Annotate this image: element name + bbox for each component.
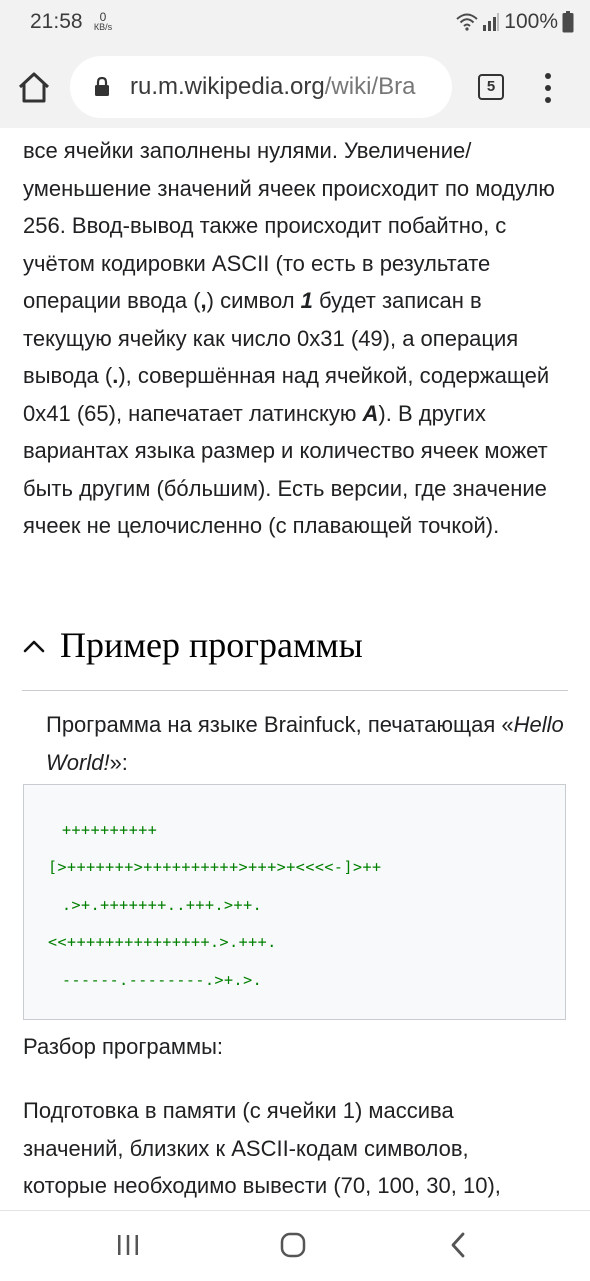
section-header[interactable]	[22, 620, 568, 691]
code-line: ++++++++++	[62, 821, 158, 839]
inline-code-input: ,	[200, 288, 207, 313]
tab-switcher-button[interactable]: 5	[478, 74, 504, 100]
signal-icon	[482, 12, 500, 32]
nav-home-icon[interactable]	[280, 1232, 306, 1258]
intro-text-end: »:	[109, 749, 128, 775]
lock-icon	[94, 76, 110, 97]
code-line: .>+.+++++++..+++.>++.	[62, 896, 263, 914]
battery-icon	[562, 11, 574, 33]
paragraph-text: все ячейки заполнены нулями. Увеличение/уменьшение значений ячеек происходит по модулю 256. Ввод-вывод также происходит побайтно, с учётом кодировки ASCII (то есть в результате операции ввода (	[23, 138, 555, 313]
intro-italic: Hello World!	[46, 712, 564, 775]
status-right	[456, 10, 574, 34]
back-icon[interactable]	[448, 1231, 468, 1259]
paragraph-text: ), совершённая над ячейкой, содержащей 0x41 (65), напечатает латинскую	[23, 363, 550, 426]
wifi-icon	[456, 12, 478, 32]
inline-char-a: A	[362, 400, 379, 426]
article-paragraph	[23, 132, 568, 545]
url-path: /wiki/Bra	[324, 73, 416, 100]
more-vert-icon[interactable]	[538, 70, 558, 106]
net-speed-value: 0	[99, 10, 107, 24]
url-text	[130, 73, 440, 101]
net-speed-indicator	[92, 12, 114, 32]
code-block	[23, 784, 566, 1020]
url-host: ru.m.wikipedia.org	[130, 73, 325, 100]
status-bar	[0, 0, 590, 46]
battery-percent: 100%	[504, 10, 558, 33]
system-nav-bar	[0, 1210, 590, 1281]
home-icon[interactable]	[14, 68, 54, 108]
recent-apps-icon[interactable]	[116, 1234, 140, 1256]
chevron-up-icon[interactable]	[22, 638, 46, 654]
status-time: 21:58	[30, 10, 83, 33]
paragraph-text: ) символ	[206, 288, 301, 313]
browser-toolbar	[0, 46, 590, 128]
intro-text: Программа на языке Brainfuck, печатающая «	[46, 712, 514, 737]
code-line: ------.--------.>+.>.	[62, 971, 263, 989]
example-intro	[46, 706, 566, 781]
inline-char-1: 1	[300, 288, 313, 313]
article-content	[0, 128, 590, 1210]
code-line: [>+++++++>++++++++++>+++>+<<<<-]>++	[48, 858, 382, 876]
section-title: Пример программы	[60, 625, 363, 665]
net-speed-unit: КВ/s	[93, 22, 113, 32]
analysis-label: Разбор программы:	[23, 1034, 224, 1059]
address-bar[interactable]	[70, 56, 452, 118]
analysis-paragraph: Подготовка в памяти (с ячейки 1) массива значений, близких к ASCII-кодам символов, которые необходимо вывести (70, 100, 30, 10),	[23, 1098, 501, 1198]
paragraph-text: ). В других вариантах языка размер и количество ячеек может быть другим (бóльшим). Есть версии, где значение ячеек не целочисленно (с плавающей точкой).	[23, 400, 548, 538]
paragraph-text: будет записан в текущую ячейку как число 0x31 (49), а операция вывода (	[23, 288, 519, 388]
code-line: <<+++++++++++++++.>.+++.	[48, 933, 277, 951]
inline-code-output: .	[112, 363, 119, 388]
